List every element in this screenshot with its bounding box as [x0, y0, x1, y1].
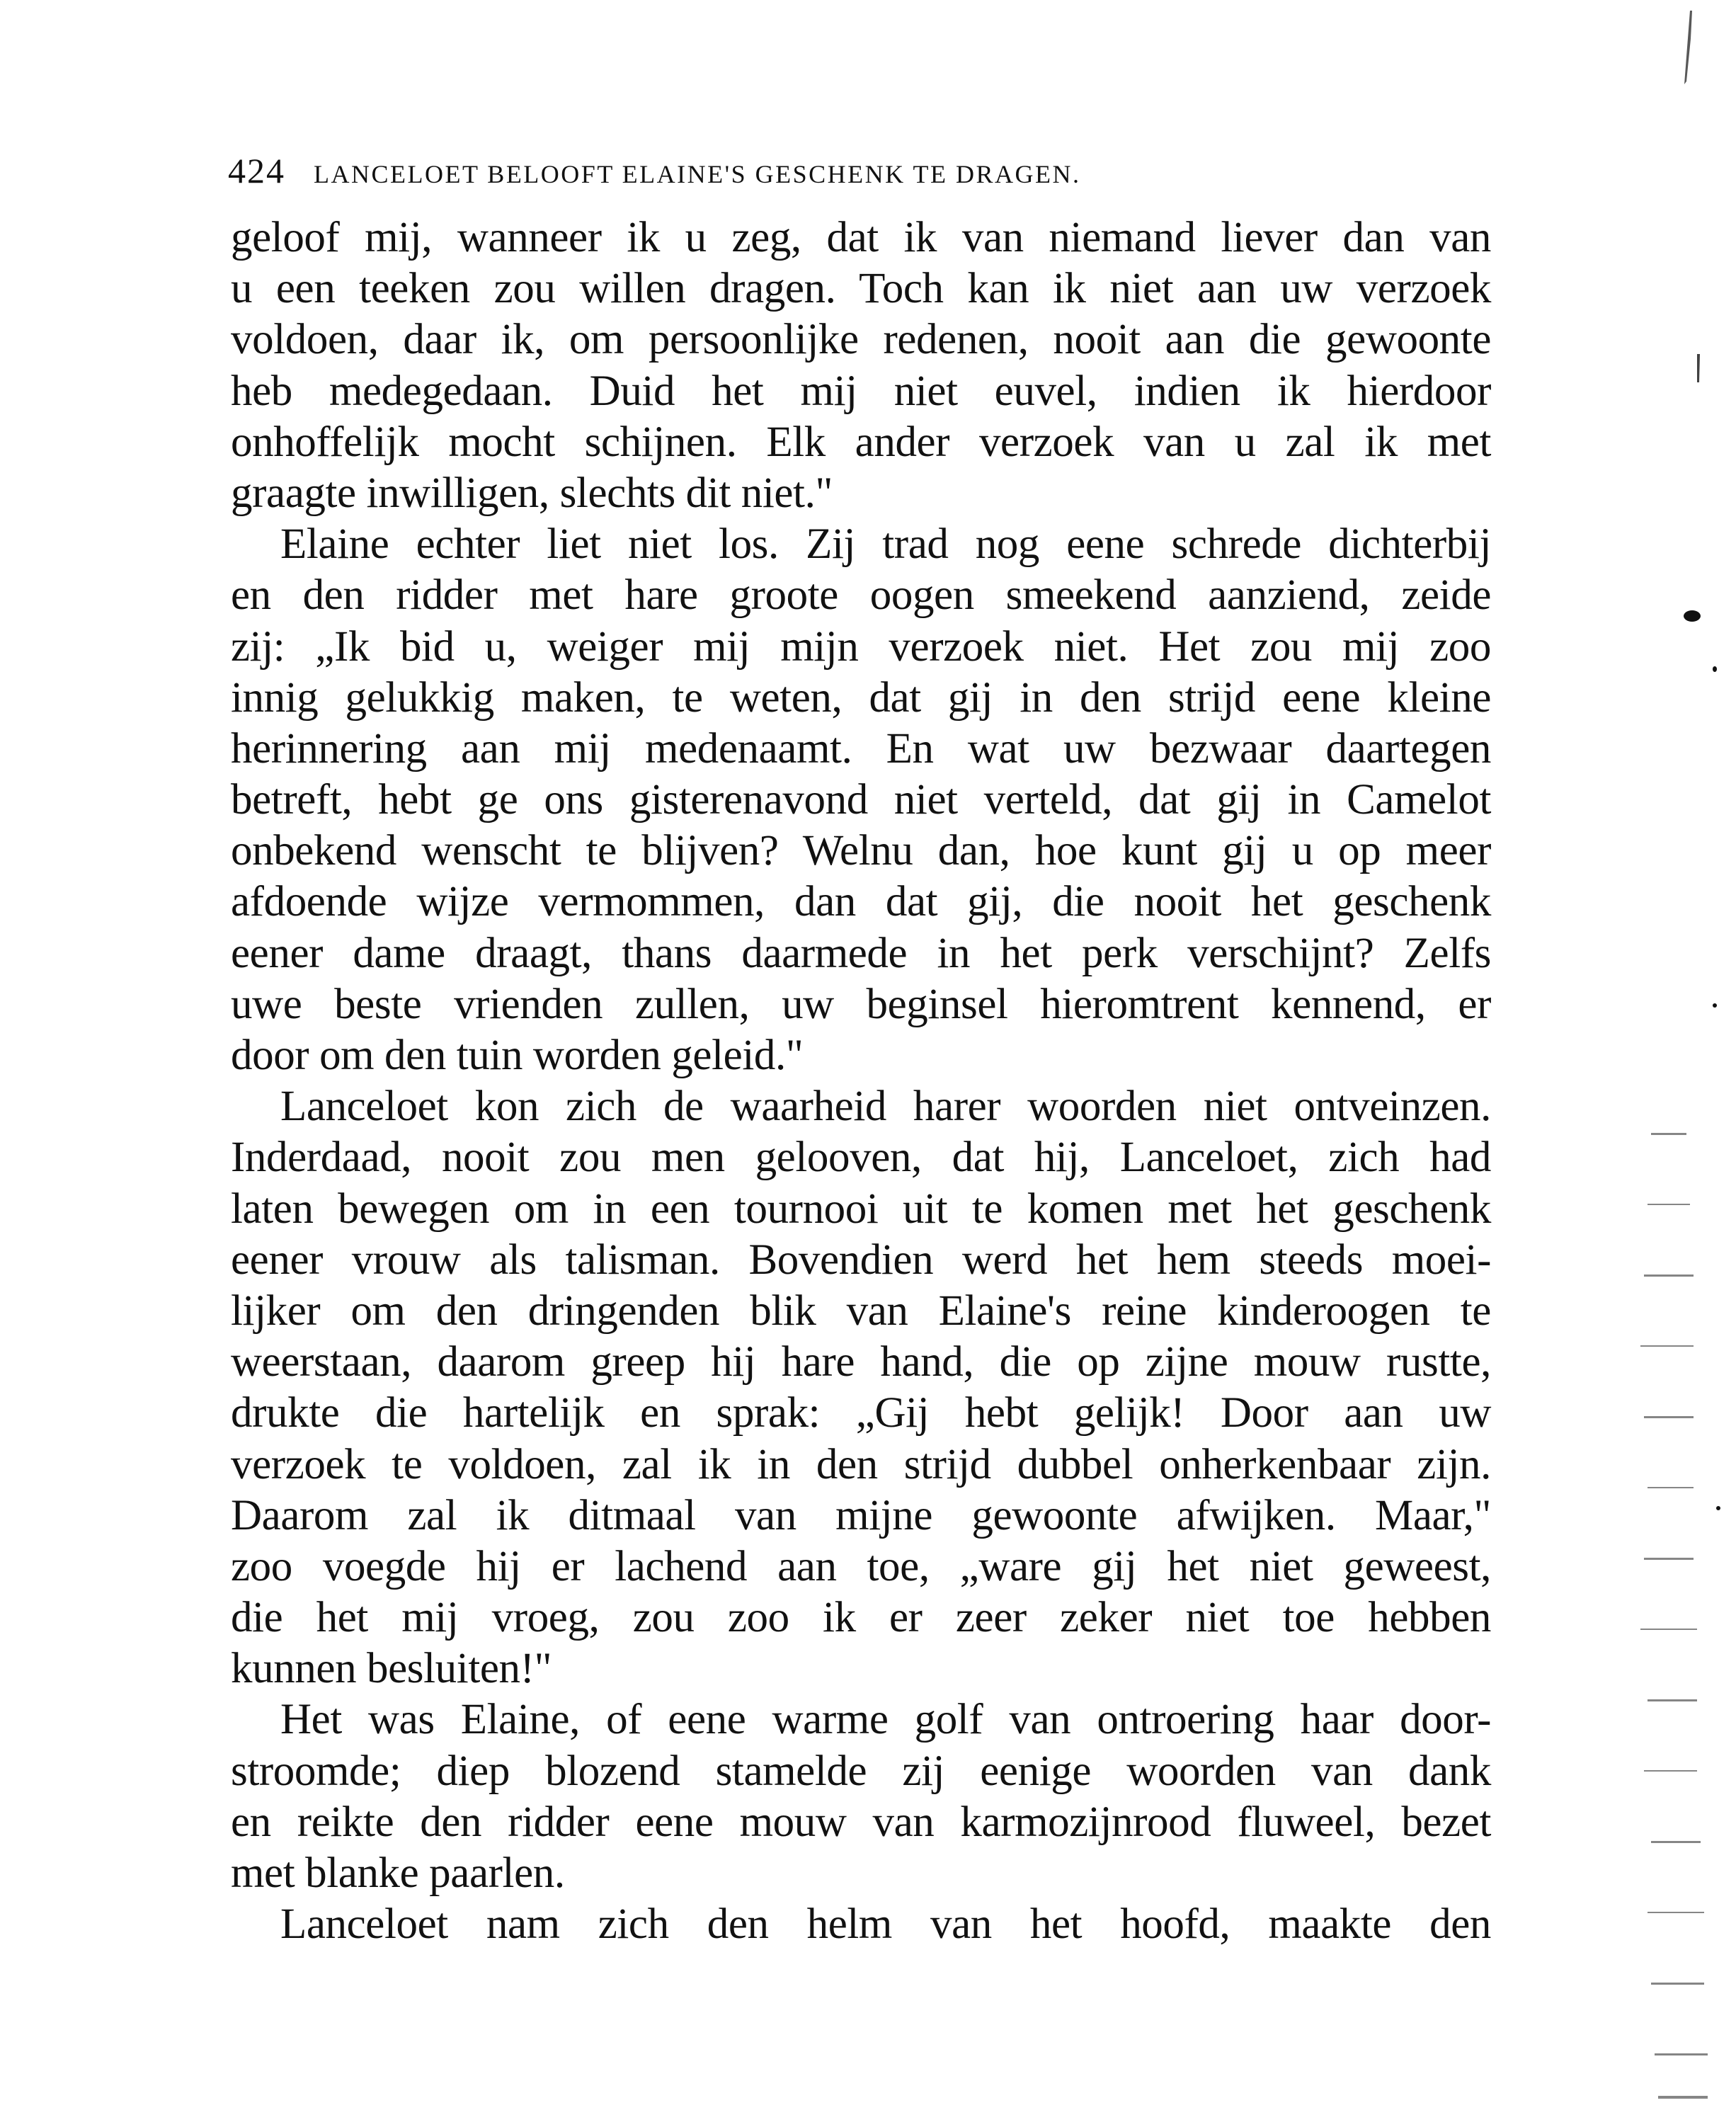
text-line: en den ridder met hare groote oogen smeekend aanziend, zeide [231, 571, 1491, 620]
text-line: afdoende wijze vermommen, dan dat gij, die nooit het geschenk [231, 878, 1491, 926]
text-line: Het was Elaine, of eene warme golf van ontroering haar door- [280, 1696, 1491, 1744]
text-line: Lanceloet kon zich de waarheid harer woorden niet ontveinzen. [280, 1083, 1491, 1131]
text-line: en reikte den ridder eene mouw van karmozijnrood fluweel, bezet [231, 1798, 1491, 1846]
text-line: graagte inwilligen, slechts dit niet." [231, 469, 833, 517]
page-number: 424 [228, 151, 285, 190]
text-line: geloof mij, wanneer ik u zeg, dat ik van niemand liever dan van [231, 214, 1491, 261]
paragraph-4 [231, 1694, 1491, 1899]
text-line: onhoffelijk mocht schijnen. Elk ander verzoek van u zal ik met [231, 418, 1491, 466]
text-line: voldoen, daar ik, om persoonlijke redenen, nooit aan die gewoonte [231, 316, 1491, 364]
text-line: weerstaan, daarom greep hij hare hand, die op zijne mouw rustte, [231, 1338, 1491, 1386]
paragraph-5 [231, 1899, 1491, 1950]
paragraph-2 [231, 519, 1491, 1081]
text-line: die het mij vroeg, zou zoo ik er zeer zeker niet toe hebben [231, 1594, 1491, 1642]
text-line: met blanke paarlen. [231, 1849, 565, 1897]
text-line: u een teeken zou willen dragen. Toch kan ik niet aan uw verzoek [231, 265, 1491, 313]
running-head [228, 150, 1502, 193]
text-line: onbekend wenscht te blijven? Welnu dan, hoe kunt gij u op meer [231, 827, 1491, 875]
text-line: Lanceloet nam zich den helm van het hoofd, maakte den [280, 1900, 1491, 1949]
text-line: door om den tuin worden geleid." [231, 1032, 804, 1079]
text-line: heb medegedaan. Duid het mij niet euvel, indien ik hierdoor [231, 367, 1491, 415]
text-line: zij: „Ik bid u, weiger mij mijn verzoek niet. Het zou mij zoo [231, 622, 1491, 671]
text-line: betreft, hebt ge ons gisterenavond niet verteld, dat gij in Camelot [231, 776, 1491, 824]
text-line: eener dame draagt, thans daarmede in het perk verschijnt? Zelfs [231, 929, 1491, 977]
text-line: drukte die hartelijk en sprak: „Gij hebt gelijk! Door aan uw [231, 1389, 1491, 1437]
running-title: LANCELOET BELOOFT ELAINE'S GESCHENK TE DRAGEN. [314, 160, 1081, 188]
body-text [231, 212, 1491, 1950]
text-line: laten bewegen om in een tournooi uit te komen met het geschenk [231, 1185, 1491, 1233]
text-line: herinnering aan mij medenaamt. En wat uw bezwaar daartegen [231, 724, 1491, 772]
text-line: verzoek te voldoen, zal ik in den strijd dubbel onherkenbaar zijn. [231, 1440, 1491, 1488]
paragraph-3 [231, 1081, 1491, 1694]
text-line: lijker om den dringenden blik van Elaine's reine kinderoogen te [231, 1287, 1491, 1335]
text-line: Daarom zal ik ditmaal van mijne gewoonte afwijken. Maar," [231, 1491, 1491, 1539]
scan-edge-noise [1609, 0, 1736, 2127]
text-line: uwe beste vrienden zullen, uw beginsel hieromtrent kennend, er [231, 980, 1491, 1028]
text-line: stroomde; diep blozend stamelde zij eenige woorden van dank [231, 1747, 1491, 1795]
text-line: zoo voegde hij er lachend aan toe, „ware gij het niet geweest, [231, 1542, 1491, 1590]
text-line: kunnen besluiten!" [231, 1645, 552, 1693]
text-line: eener vrouw als talisman. Bovendien werd het hem steeds moei- [231, 1236, 1491, 1284]
paragraph-1 [231, 212, 1491, 519]
text-line: innig gelukkig maken, te weten, dat gij in den strijd eene kleine [231, 673, 1491, 722]
text-line: Elaine echter liet niet los. Zij trad nog eene schrede dichterbij [280, 520, 1491, 569]
text-line: Inderdaad, nooit zou men gelooven, dat hij, Lanceloet, zich had [231, 1134, 1491, 1182]
